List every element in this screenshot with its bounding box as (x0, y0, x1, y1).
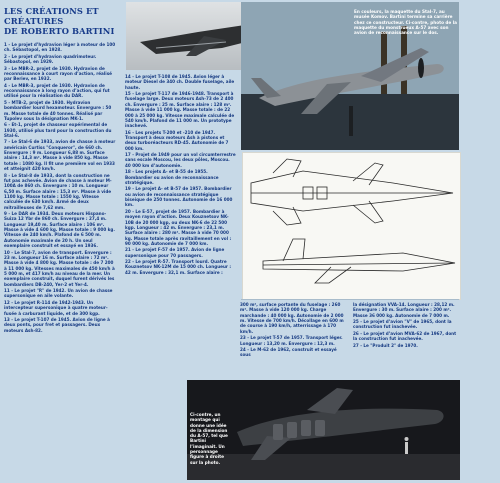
text-column-2 (125, 74, 236, 276)
list-item: 16 - Les projets T-200 et -210 de 1947. Transport à deux moteurs Ash à pistons et deux turboréacteurs RD-45. Autonomie de 7 000 km. (125, 129, 229, 151)
technical-drawing (242, 152, 461, 300)
list-item: 4 - Le MBR-3, projet de 1930. Hydravion de reconnaissance à long rayon d’action, qui fut utilisé pour la réalisation du DAR. (4, 82, 110, 99)
list-item: 10 - Le Stal-7, avion de transport. Envergure : 23 m. Longueur 16 m. Surface alaire : 72 m². Masse à vide 4 800 kg. Masse totale : de 7 200 à 11 000 kg. Vitesses maximales de 450 km/h à 5 000 m, et 417 km/h au niveau de la mer. Un exemplaire construit, duquel furent dérivés les bombardiers DB-240, Yer-2 et Yer-4. (4, 249, 115, 287)
list-item: 8 - Le Stal-8 de 1933, dont la construction ne fut pas achevée. Avion de chasse à moteur M-100A de 860 ch. Envergure : 10 m. Longueur 6,50 m. Surface alaire : 15,3 m². Masse à vide 1100 kg. Masse totale : 1550 kg. Vitesse calculée de 630 km/h. Armé de deux mitrailleuses de 7,62 mm. (4, 172, 112, 210)
list-item: 14 - Le projet T-108 de 1945. Avion léger à moteur Diesel de 340 ch. Double fuselage, aile haute. (125, 74, 235, 90)
list-item: 1 - Le projet d’hydravion léger à moteur de 100 ch. Sébastopol, en 1928. (4, 42, 116, 53)
list-item: 5 - MTB-2, projet de 1930. Hydravion bombardier lourd hexamoteur. Envergure : 50 m. Masse totale de 40 tonnes. Réalisé par Tupolev sous la désignation MK-1. (4, 99, 112, 121)
list-item: la désignation VVA-14. Longueur : 28,12 m. Envergure : 30 m. Surface alaire : 200 m². Masse 36 000 kg. Autonomie de 7 000 m. (353, 302, 455, 318)
page-margin (461, 0, 500, 483)
list-item: 15 - Le projet T-117 de 1946-1948. Transport à fuselage large. Deux moteurs Ash-73 de 2 400 ch. Envergure : 25 m. Surface alaire : 128 m². Masse à vide 11 000 kg. Masse totale : de 22 000 à 25 000 kg. Vitesse maximale calculée de 540 km/h. Plafond de 11 000 m. Un prototype inachevé. (125, 91, 235, 129)
text-column-4 (353, 302, 457, 349)
list-item: 18 - Les projets A- et B-55 de 1955. Bombardier ou avion de reconnaissance stratégique. (125, 169, 219, 185)
list-item: 6 - Et-1, projet de chasseur expérimental de 1930, utilisé plus tard pour la construction du Stal-6. (4, 122, 112, 138)
list-item: 7 - Le Stal-6 de 1933, avion de chasse à moteur américain Curtiss "Conqueror", de 660 ch. Envergure : 9 m. Longueur 6,88 m. Surface alaire : 14,3 m². Masse à vide 850 kg. Masse totale : 1080 kg. Il fit une première vol en 1933 et atteignit 420 km/h. (4, 139, 116, 172)
list-item: 9 - Le DAR de 1934. Deux moteurs Hispano-Suiza 12 Ybr de 860 ch. Envergure : 27,4 m. Longueur 19,40 m. Surface alaire : 106 m². Masse à vide 4 600 kg. Masse totale : 9 000 kg. Vitesse de 240 km/h. Plafond de 6 500 m. Autonomie maximale de 20 h. Un seul exemplaire construit et essayé en 1936. (4, 211, 115, 249)
text-column-3 (240, 302, 347, 359)
list-item: 19 - Le projet A- et B-57 de 1957. Bombardier ou avion de reconnaissance stratégique biseique de 250 tonnes. Autonomie de 16 000 km. (125, 186, 233, 208)
list-item: 2 - Le projet d’hydravion quadrimoteur. Sébastopol, en 1929. (4, 53, 97, 65)
list-item: 27 - Le "Produit 2" de 1970. (353, 342, 418, 348)
list-item: 3 - Le MBR-2, projet de 1930. Hydravion de reconnaissance à court rayon d’action, réalisé par Beriev, en 1932. (4, 65, 112, 82)
three-view-drawing-icon (243, 153, 460, 299)
caption-bottom: Ci-contre, un montage qui donne une idée de la dimension du A-57, tel que Bartini l’imaginait. Un personnage figure à droite sur la photo. (190, 412, 228, 465)
list-item: 24 - Le M-62 de 1962, construit et essayé sous (240, 346, 337, 358)
list-item: 11 - Le projet "R" de 1942. Un avion de chasse supersonique en aile volante. (4, 288, 113, 299)
title-line-1: LES CRÉATIONS ET CRÉATURES (4, 6, 99, 26)
list-item: 12 - Le projet R-114 de 1942-1943. Un intercepteur supersonique à quatre moteur-fusée à carburant liquide, et de 300 kgp. (4, 299, 108, 316)
caption-top: En couleurs, la maquette du Stal-7, au musée Komov. Bartini termine sa carrière chez ce constructeur. Ci-contre, photo de la maquette du monstrueux A-57 avec son avion de reconnaissance sur le dos. (354, 9, 457, 36)
list-item: 23 - Le projet T-57 de 1957. Transport léger. Longueur : 13,20 m. Envergure : 12,3 m. (240, 335, 343, 346)
list-item: 26 - Le projet d’avion MVA-62 de 1967, dont la construction fut inachevée. (353, 330, 457, 342)
page-title (4, 6, 122, 36)
title-line-2: DE ROBERTO BARTINI (4, 26, 115, 36)
text-column-1 (4, 42, 117, 334)
divider (241, 299, 459, 300)
list-item: 21 - Le projet F-57 de 1957. Avion de ligne supersonique pour 70 passagers. (125, 247, 225, 258)
list-item: 300 m², surface portante du fuselage : 260 m². Masse à vide 120 000 kg. Charge marchande : 40 000 kg. Autonomie de 2 000 m. Vitesse de 700 km/h. Décollage en 600 m de course à 190 km/h, atterrissage à 170 km/h. (240, 302, 344, 334)
list-item: 25 - Le projet d’avion "V" de 1965, dont la construction fut inachevée. (353, 319, 452, 330)
list-item: 22 - Le projet R-57. Transport lourd. Quatre Kouznetsov NK-12M de 15 000 ch. Longueur : 42 m. Envergure : 32,1 m. Surface alaire : (125, 259, 232, 275)
list-item: 17 - Projet de 1949 pour un vol circumterrestre sans escale Moscou, les deux pôles, Moscou. 40 000 km d’autonomie. (125, 152, 236, 168)
list-item: 20 - Le E-57, projet de 1957. Bombardier à moyen rayon d’action. Deux Kouznetsov NK-10B de 20 000 kgp, ou deux NK-6 de 22 500 kgp. Longueur : 42 m. Envergure : 23,1 m. Surface alaire : 280 m². Masse à vide 70 000 kg. Masse totale après ravitaillement en vol : 90 000 kg. Autonomie de 7 000 km. (125, 208, 232, 246)
list-item: 13 - Le projet T-107 de 1945. Avion de ligne à deux ponts, pour fret et passagers. Deux moteurs Ash-82. (4, 316, 110, 333)
